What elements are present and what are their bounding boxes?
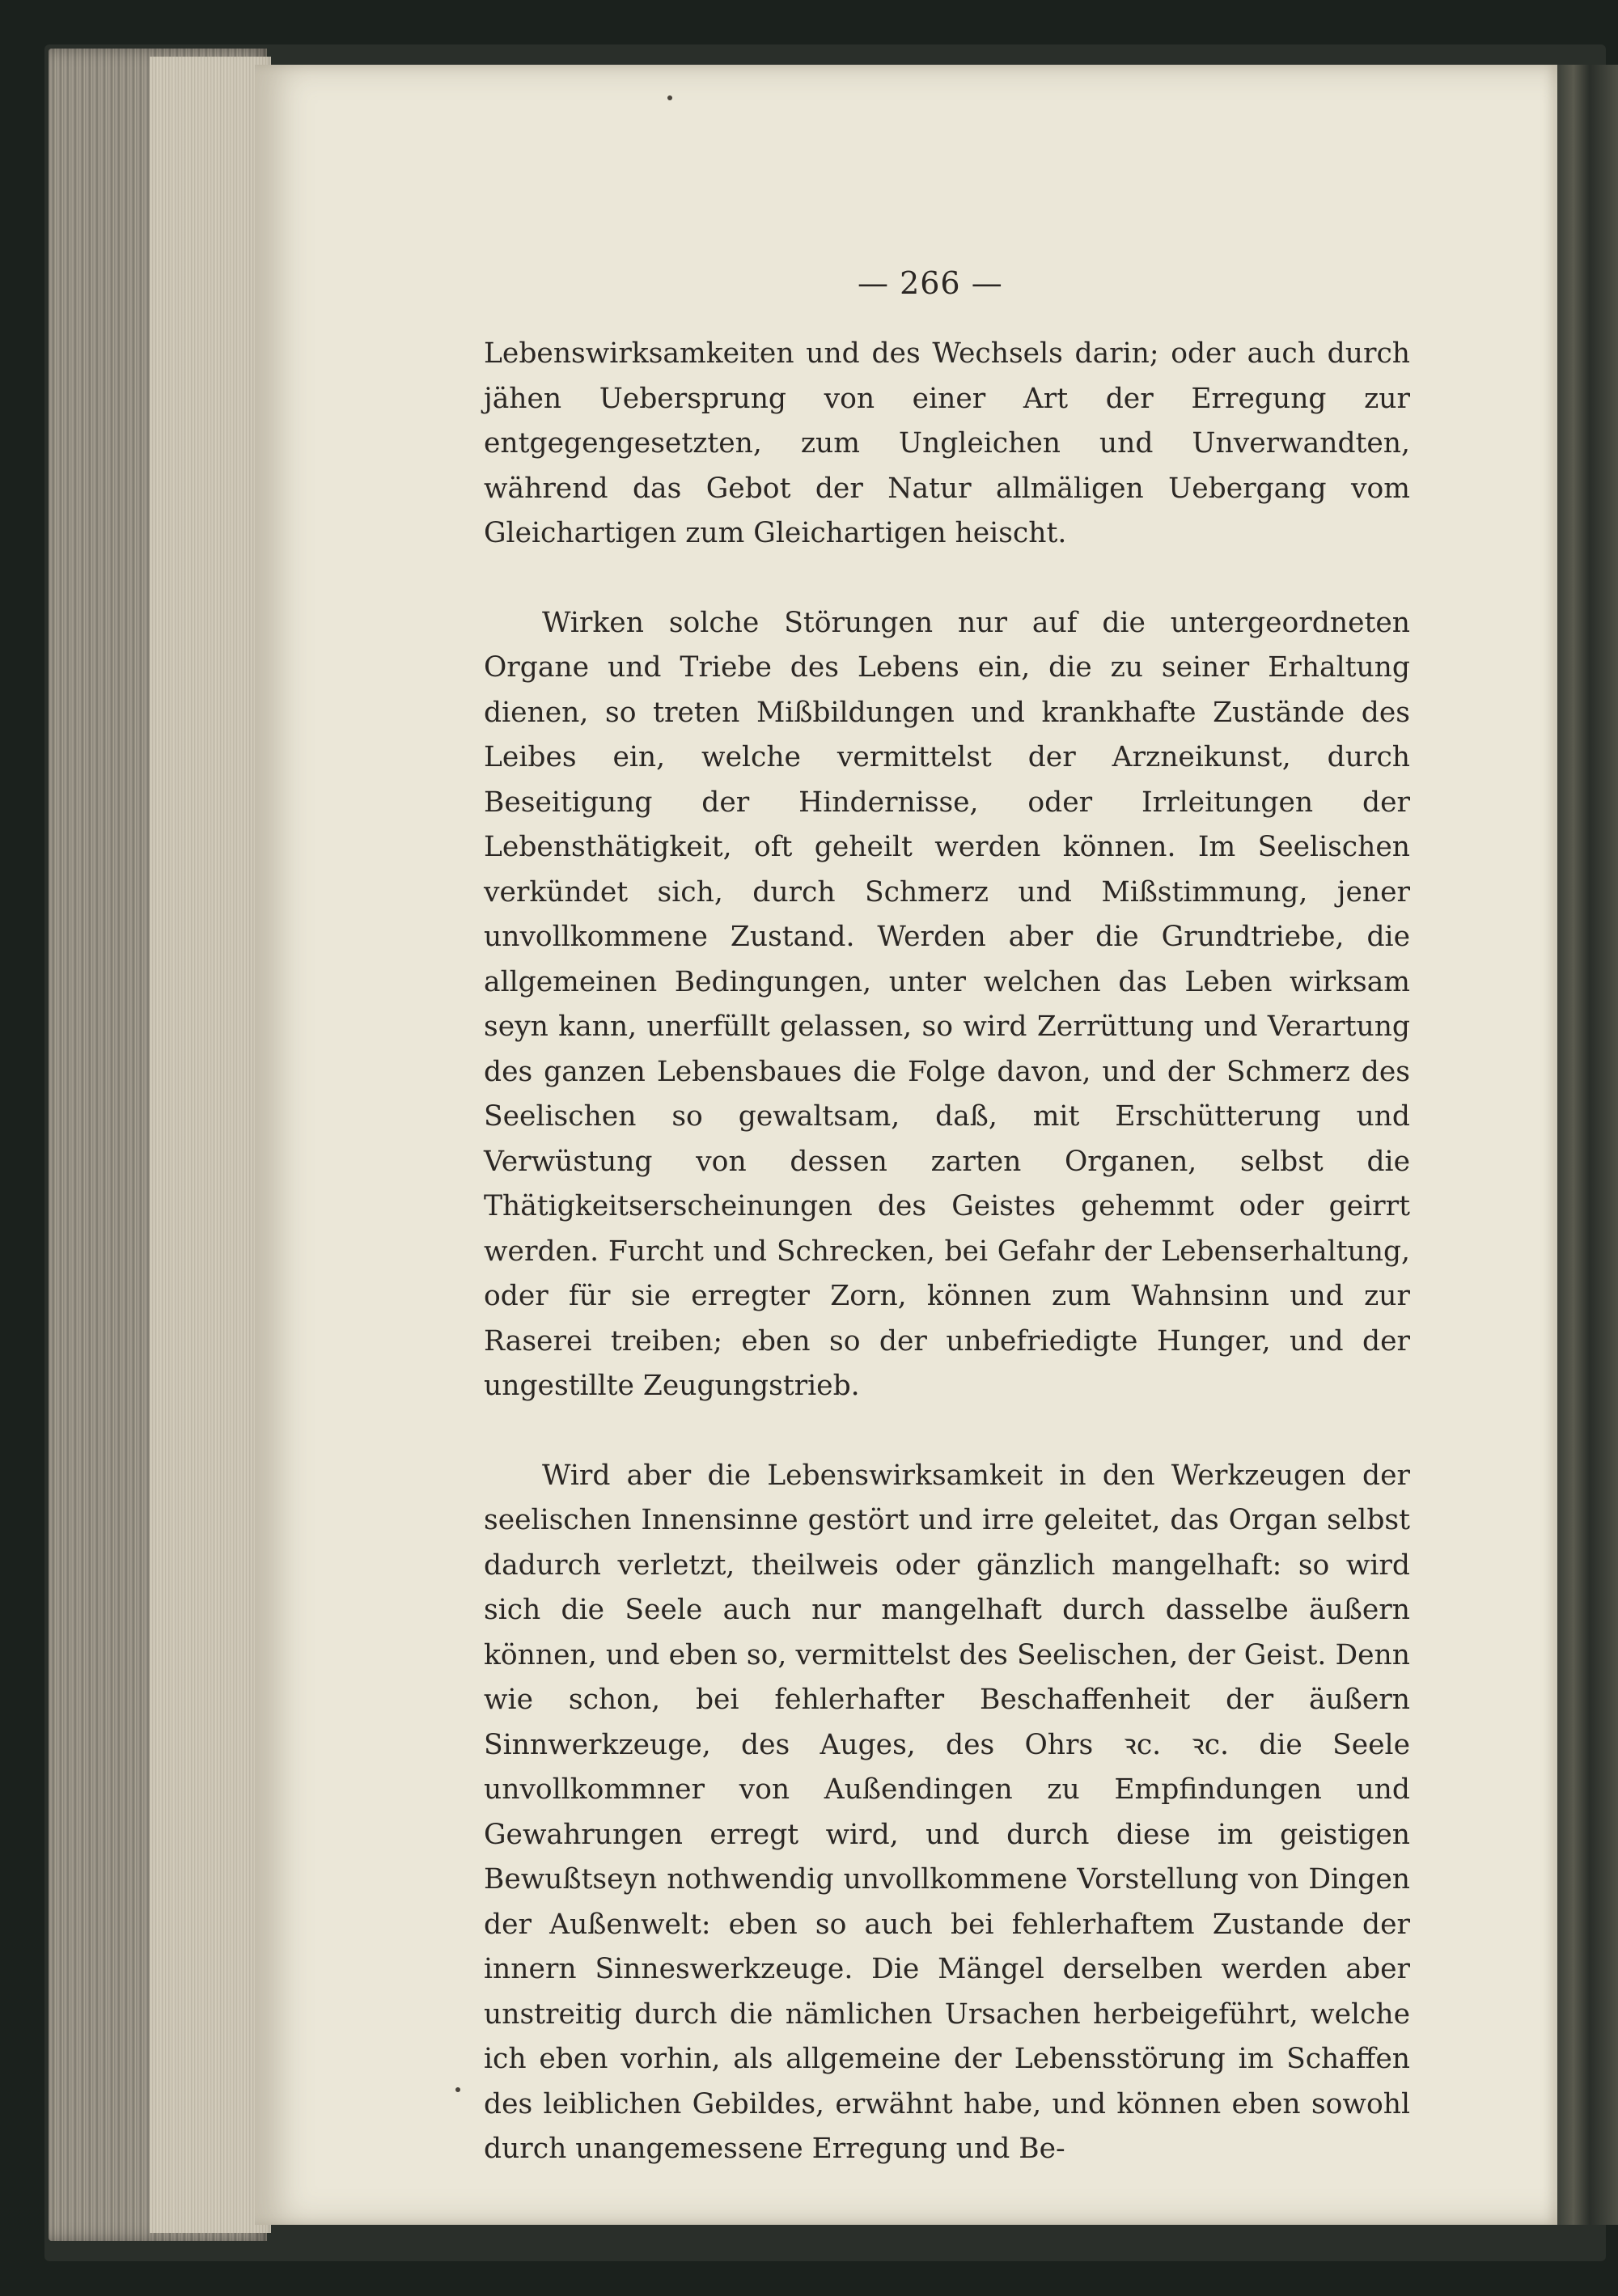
paper-speck xyxy=(455,2087,460,2092)
facing-page-edge xyxy=(1557,65,1618,2225)
paper-speck xyxy=(667,95,672,100)
paragraph-3: Wird aber die Lebenswirksamkeit in den Werkzeugen der seelischen Innensinne gestört und irre geleitet, das Organ selbst dadurch verletzt, theilweis oder gänzlich mangelhaft: so wird sich die Seele auch nur mangelhaft durch dasselbe äußern können, und eben so, vermittelst des Seelischen, der Geist. Denn wie schon, bei fehlerhafter Beschaffenheit der äußern Sinnwerkzeuge, des Auges, des Ohrs ꝛc. ꝛc. die Seele unvollkommner von Außendingen zu Empfindungen und Gewahrungen erregt wird, und durch diese im geistigen Bewußtseyn nothwendig unvollkommene Vorstellung von Dingen der Außenwelt: eben so auch bei fehlerhaftem Zustande der innern Sinneswerkzeuge. Die Mängel derselben werden aber unstreitig durch die nämlichen Ursachen herbeigeführt, welche ich eben vorhin, als allgemeine der Lebensstörung im Schaffen des leiblichen Gebildes, erwähnt habe, und können eben sowohl durch unangemessene Erregung und Be- xyxy=(484,1459,1410,2165)
paragraph-2: Wirken solche Störungen nur auf die untergeordneten Organe und Triebe des Lebens ein, die zu seiner Erhaltung dienen, so treten Mißbildungen und krankhafte Zustände des Leibes ein, welche vermittelst der Arzneikunst, durch Beseitigung der Hindernisse, oder Irrleitungen der Lebensthätigkeit, oft geheilt werden können. Im Seelischen verkündet sich, durch Schmerz und Mißstimmung, jener unvollkommene Zustand. Werden aber die Grundtriebe, die allgemeinen Bedingungen, unter welchen das Leben wirksam seyn kann, unerfüllt gelassen, so wird Zerrüttung und Verartung des ganzen Lebensbaues die Folge davon, und der Schmerz des Seelischen so gewaltsam, daß, mit Erschütterung und Verwüstung von dessen zarten Organen, selbst die Thätigkeitserscheinungen des Geistes gehemmt oder geirrt werden. Furcht und Schrecken, bei Gefahr der Lebenserhaltung, oder für sie erregter Zorn, können zum Wahnsinn und zur Raserei treiben; eben so der unbefriedigte Hunger, und der ungestillte Zeugungstrieb. xyxy=(484,606,1410,1402)
page-edges xyxy=(150,57,271,2233)
page-number: — 266 — xyxy=(858,265,1003,301)
page-text xyxy=(484,332,1410,2217)
paragraph-1: Lebenswirksamkeiten und des Wechsels darin; oder auch durch jähen Uebersprung von einer Art der Erregung zur entgegengesetzten, zum Ungleichen und Unverwandten, während das Gebot der Natur allmäligen Uebergang vom Gleichartigen zum Gleichartigen heischt. xyxy=(484,337,1410,549)
